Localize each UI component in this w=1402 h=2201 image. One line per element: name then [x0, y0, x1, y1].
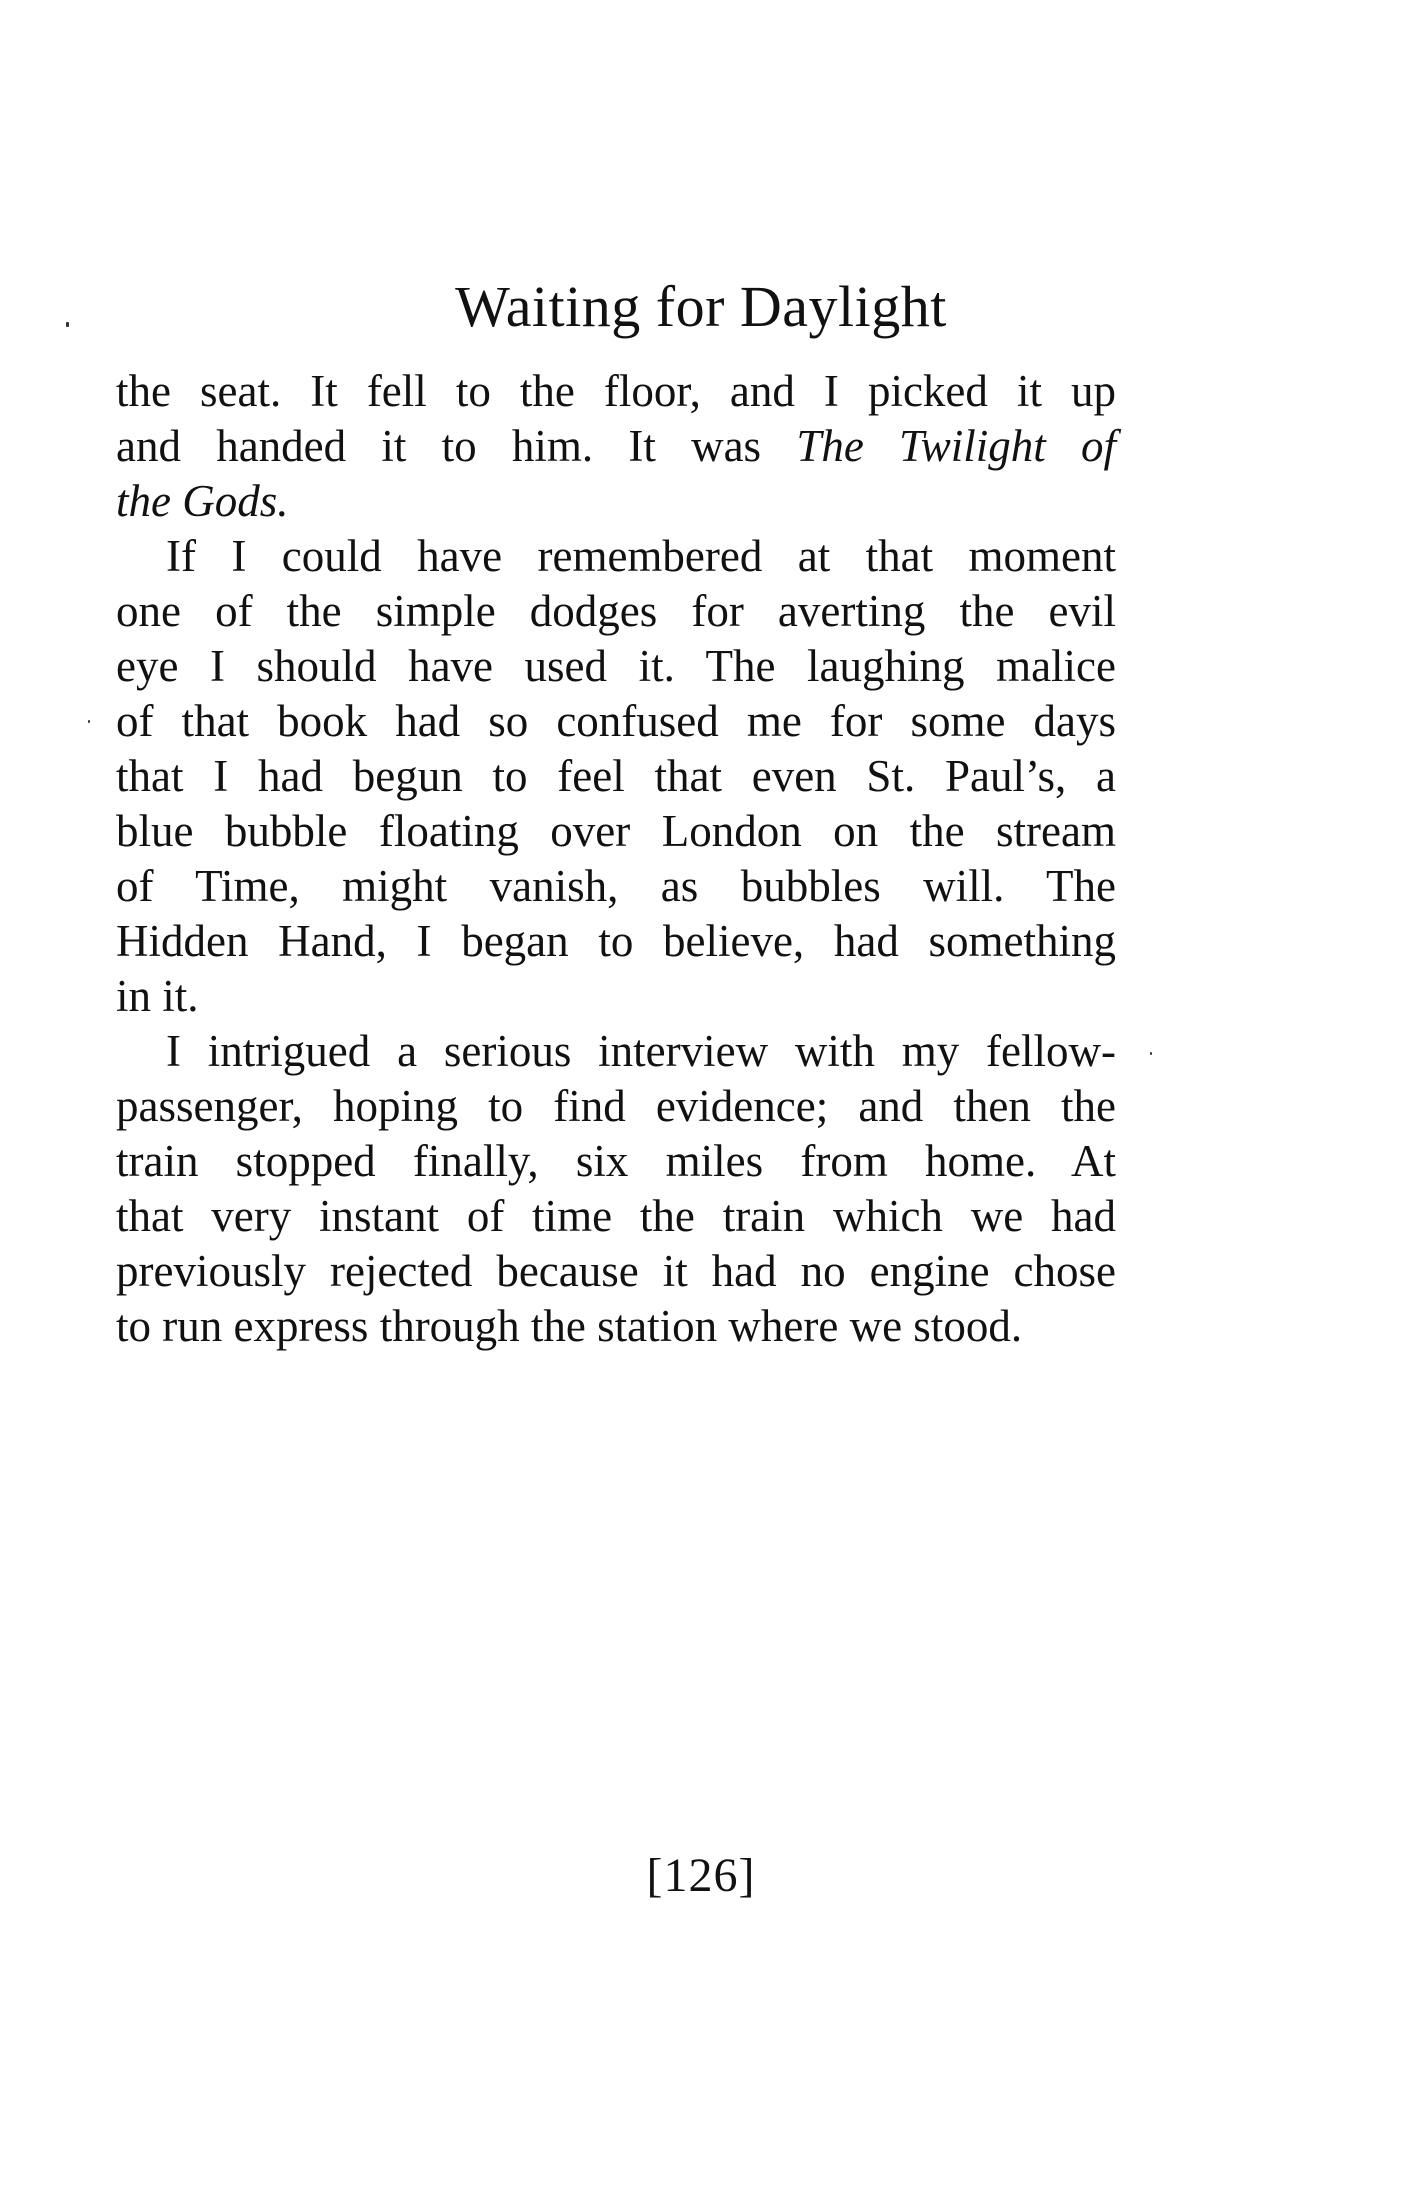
- text-run: I intrigued a serious interview with my fellow-: [166, 1026, 1116, 1076]
- text-run: that very instant of time the train which we had: [116, 1191, 1116, 1241]
- text-run: the seat. It fell to the floor, and I picked it up: [116, 366, 1116, 416]
- text-line: [116, 1299, 1116, 1354]
- paragraph: [116, 364, 1116, 529]
- italic-text: The Twilight of: [796, 421, 1116, 471]
- text-run: blue bubble floating over London on the stream: [116, 806, 1116, 856]
- text-line: [116, 859, 1116, 914]
- text-line: [116, 749, 1116, 804]
- text-line: [116, 804, 1116, 859]
- text-run: in it.: [116, 971, 199, 1021]
- text-run: eye I should have used it. The laughing malice: [116, 641, 1116, 691]
- page-number: [126]: [646, 1849, 756, 1902]
- paragraph: [116, 1024, 1116, 1354]
- running-head: Waiting for Daylight: [455, 274, 947, 339]
- text-line: [116, 694, 1116, 749]
- text-line: [116, 639, 1116, 694]
- text-run: of that book had so confused me for some days: [116, 696, 1116, 746]
- text-line: [116, 1024, 1116, 1079]
- text-line: [116, 1079, 1116, 1134]
- text-line: [116, 914, 1116, 969]
- scan-speck: [66, 322, 69, 327]
- body-text: [116, 364, 1116, 1354]
- text-run: Hidden Hand, I began to believe, had something: [116, 916, 1116, 966]
- text-run: of Time, might vanish, as bubbles will. The: [116, 861, 1116, 911]
- text-run: one of the simple dodges for averting the evil: [116, 586, 1116, 636]
- paragraph: [116, 529, 1116, 1024]
- text-run: If I could have remembered at that moment: [166, 531, 1116, 581]
- text-line: [116, 1189, 1116, 1244]
- text-run: and handed it to him. It was: [116, 421, 797, 471]
- text-line: [116, 419, 1116, 474]
- text-line: [116, 1244, 1116, 1299]
- scan-speck: [88, 720, 90, 723]
- text-line: [116, 529, 1116, 584]
- text-line: [116, 1134, 1116, 1189]
- scan-speck: [1150, 1052, 1152, 1055]
- text-line: [116, 474, 1116, 529]
- text-line: [116, 364, 1116, 419]
- text-run: to run express through the station where we stood.: [116, 1301, 1023, 1351]
- text-run: previously rejected because it had no engine chose: [116, 1246, 1116, 1296]
- text-line: [116, 584, 1116, 639]
- text-line: [116, 969, 1116, 1024]
- text-run: that I had begun to feel that even St. Paul’s, a: [116, 751, 1116, 801]
- italic-text: the Gods.: [116, 476, 289, 526]
- text-run: train stopped finally, six miles from home. At: [116, 1136, 1116, 1186]
- text-run: passenger, hoping to find evidence; and then the: [116, 1081, 1116, 1131]
